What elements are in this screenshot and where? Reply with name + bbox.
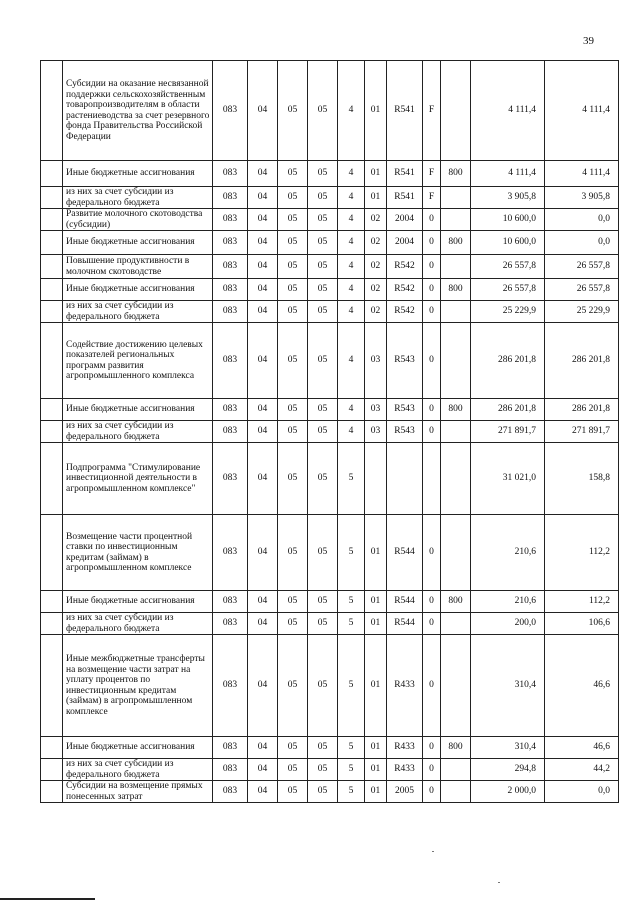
cell-c8: 0 xyxy=(423,591,441,613)
table-row xyxy=(41,421,619,443)
cell-c7: R544 xyxy=(387,515,423,591)
cell-c6 xyxy=(365,443,387,515)
row-name-cell: из них за счет субсидии из федерального бюджета xyxy=(63,613,213,635)
cell-c5: 4 xyxy=(338,161,365,187)
cell-c2: 04 xyxy=(248,635,278,737)
cell-c3: 05 xyxy=(278,421,308,443)
cell-c7: R543 xyxy=(387,421,423,443)
cell-c9 xyxy=(441,515,471,591)
cell-c1: 083 xyxy=(213,781,248,803)
scan-speck xyxy=(498,882,500,883)
row-name-cell: Содействие достижению целевых показателей региональных программ развития агропромышленного комплекса xyxy=(63,323,213,399)
cell-c5: 5 xyxy=(338,515,365,591)
cell-c6: 03 xyxy=(365,399,387,421)
cell-v2: 44,2 xyxy=(545,759,619,781)
cell-v2: 271 891,7 xyxy=(545,421,619,443)
cell-c4: 05 xyxy=(308,421,338,443)
cell-c8: 0 xyxy=(423,781,441,803)
cell-v2: 26 557,8 xyxy=(545,279,619,301)
cell-c4: 05 xyxy=(308,279,338,301)
cell-c2: 04 xyxy=(248,279,278,301)
cell-c6: 01 xyxy=(365,61,387,161)
table-row xyxy=(41,591,619,613)
blank-cell xyxy=(41,255,63,279)
table-row xyxy=(41,737,619,759)
cell-c2: 04 xyxy=(248,301,278,323)
cell-v1: 10 600,0 xyxy=(471,231,545,255)
cell-c7: R542 xyxy=(387,255,423,279)
cell-c7: 2004 xyxy=(387,209,423,231)
blank-cell xyxy=(41,591,63,613)
cell-c9 xyxy=(441,301,471,323)
cell-c5: 5 xyxy=(338,613,365,635)
cell-c6: 01 xyxy=(365,635,387,737)
cell-c6: 03 xyxy=(365,323,387,399)
cell-c4: 05 xyxy=(308,759,338,781)
cell-c7: R433 xyxy=(387,737,423,759)
cell-c6: 02 xyxy=(365,209,387,231)
cell-c5: 4 xyxy=(338,421,365,443)
cell-c3: 05 xyxy=(278,613,308,635)
row-name-cell: Иные бюджетные ассигнования xyxy=(63,231,213,255)
row-name-cell: из них за счет субсидии из федерального бюджета xyxy=(63,301,213,323)
row-name-cell: Субсидии на оказание несвязанной поддержки сельскохозяйственным товаропроизводителям в области растениеводства за счет резервного фонда Правительства Российской Федерации xyxy=(63,61,213,161)
table-row xyxy=(41,231,619,255)
cell-c3: 05 xyxy=(278,515,308,591)
cell-c9 xyxy=(441,421,471,443)
cell-c6: 02 xyxy=(365,279,387,301)
cell-v1: 4 111,4 xyxy=(471,161,545,187)
cell-c2: 04 xyxy=(248,613,278,635)
cell-c7: R543 xyxy=(387,399,423,421)
cell-c4: 05 xyxy=(308,515,338,591)
cell-c1: 083 xyxy=(213,209,248,231)
table-row xyxy=(41,635,619,737)
cell-v1: 310,4 xyxy=(471,737,545,759)
table-row xyxy=(41,443,619,515)
cell-c7: R542 xyxy=(387,279,423,301)
cell-c7 xyxy=(387,443,423,515)
cell-c4: 05 xyxy=(308,187,338,209)
cell-c3: 05 xyxy=(278,161,308,187)
cell-c1: 083 xyxy=(213,323,248,399)
cell-c9 xyxy=(441,209,471,231)
cell-c5: 5 xyxy=(338,635,365,737)
cell-c7: R544 xyxy=(387,613,423,635)
cell-c6: 01 xyxy=(365,613,387,635)
blank-cell xyxy=(41,515,63,591)
cell-c6: 02 xyxy=(365,255,387,279)
cell-v1: 26 557,8 xyxy=(471,255,545,279)
cell-c8: 0 xyxy=(423,515,441,591)
cell-c5: 4 xyxy=(338,279,365,301)
cell-c8: 0 xyxy=(423,255,441,279)
cell-c7: R433 xyxy=(387,635,423,737)
cell-c2: 04 xyxy=(248,187,278,209)
cell-c4: 05 xyxy=(308,231,338,255)
cell-c2: 04 xyxy=(248,737,278,759)
row-name-cell: Иные бюджетные ассигнования xyxy=(63,279,213,301)
blank-cell xyxy=(41,323,63,399)
cell-c4: 05 xyxy=(308,591,338,613)
cell-c4: 05 xyxy=(308,209,338,231)
cell-c8: F xyxy=(423,187,441,209)
cell-c9 xyxy=(441,323,471,399)
cell-c8: 0 xyxy=(423,737,441,759)
cell-v2: 25 229,9 xyxy=(545,301,619,323)
cell-c7: R541 xyxy=(387,187,423,209)
table-row xyxy=(41,613,619,635)
cell-c3: 05 xyxy=(278,399,308,421)
table-row xyxy=(41,279,619,301)
cell-c2: 04 xyxy=(248,443,278,515)
blank-cell xyxy=(41,421,63,443)
blank-cell xyxy=(41,781,63,803)
cell-c4: 05 xyxy=(308,613,338,635)
cell-c4: 05 xyxy=(308,635,338,737)
cell-c1: 083 xyxy=(213,737,248,759)
scan-speck xyxy=(432,851,434,852)
cell-v2: 46,6 xyxy=(545,635,619,737)
row-name-cell: из них за счет субсидии из федерального бюджета xyxy=(63,759,213,781)
cell-c7: 2005 xyxy=(387,781,423,803)
blank-cell xyxy=(41,613,63,635)
table-row xyxy=(41,61,619,161)
cell-v2: 286 201,8 xyxy=(545,399,619,421)
cell-c3: 05 xyxy=(278,61,308,161)
cell-v1: 31 021,0 xyxy=(471,443,545,515)
cell-c7: R544 xyxy=(387,591,423,613)
cell-c4: 05 xyxy=(308,737,338,759)
cell-c6: 01 xyxy=(365,781,387,803)
cell-c3: 05 xyxy=(278,759,308,781)
cell-v1: 10 600,0 xyxy=(471,209,545,231)
cell-c8: 0 xyxy=(423,613,441,635)
row-name-cell: из них за счет субсидии из федерального бюджета xyxy=(63,187,213,209)
cell-c5: 4 xyxy=(338,399,365,421)
cell-v1: 26 557,8 xyxy=(471,279,545,301)
table-row xyxy=(41,759,619,781)
cell-c8: 0 xyxy=(423,399,441,421)
cell-c5: 4 xyxy=(338,301,365,323)
cell-c8: 0 xyxy=(423,421,441,443)
cell-c8: 0 xyxy=(423,209,441,231)
cell-v2: 112,2 xyxy=(545,591,619,613)
cell-c6: 01 xyxy=(365,187,387,209)
cell-c5: 4 xyxy=(338,323,365,399)
row-name-cell: Иные бюджетные ассигнования xyxy=(63,399,213,421)
cell-c4: 05 xyxy=(308,443,338,515)
cell-c6: 02 xyxy=(365,231,387,255)
table-row xyxy=(41,209,619,231)
cell-c2: 04 xyxy=(248,781,278,803)
cell-c9 xyxy=(441,187,471,209)
cell-c1: 083 xyxy=(213,759,248,781)
cell-c5: 5 xyxy=(338,443,365,515)
cell-c3: 05 xyxy=(278,279,308,301)
cell-v2: 0,0 xyxy=(545,231,619,255)
cell-c6: 03 xyxy=(365,421,387,443)
cell-c4: 05 xyxy=(308,255,338,279)
cell-c5: 5 xyxy=(338,759,365,781)
cell-c1: 083 xyxy=(213,399,248,421)
row-name-cell: из них за счет субсидии из федерального бюджета xyxy=(63,421,213,443)
cell-c3: 05 xyxy=(278,255,308,279)
cell-c4: 05 xyxy=(308,301,338,323)
cell-c8: 0 xyxy=(423,635,441,737)
cell-c3: 05 xyxy=(278,443,308,515)
cell-c5: 4 xyxy=(338,187,365,209)
cell-c6: 01 xyxy=(365,515,387,591)
cell-c7: R433 xyxy=(387,759,423,781)
blank-cell xyxy=(41,443,63,515)
cell-c2: 04 xyxy=(248,231,278,255)
cell-c5: 5 xyxy=(338,781,365,803)
blank-cell xyxy=(41,187,63,209)
cell-c8: F xyxy=(423,61,441,161)
cell-c3: 05 xyxy=(278,635,308,737)
cell-c8: 0 xyxy=(423,279,441,301)
cell-c1: 083 xyxy=(213,255,248,279)
page-number: 39 xyxy=(583,35,594,47)
cell-v2: 158,8 xyxy=(545,443,619,515)
cell-c9 xyxy=(441,613,471,635)
cell-c3: 05 xyxy=(278,209,308,231)
cell-c2: 04 xyxy=(248,759,278,781)
cell-c5: 4 xyxy=(338,61,365,161)
cell-c2: 04 xyxy=(248,515,278,591)
budget-table-body xyxy=(41,61,619,803)
cell-v2: 0,0 xyxy=(545,209,619,231)
row-name-cell: Развитие молочного скотоводства (субсидии) xyxy=(63,209,213,231)
row-name-cell: Иные бюджетные ассигнования xyxy=(63,161,213,187)
cell-c6: 02 xyxy=(365,301,387,323)
cell-c3: 05 xyxy=(278,591,308,613)
cell-v1: 25 229,9 xyxy=(471,301,545,323)
blank-cell xyxy=(41,301,63,323)
blank-cell xyxy=(41,759,63,781)
cell-v2: 4 111,4 xyxy=(545,61,619,161)
cell-v1: 200,0 xyxy=(471,613,545,635)
cell-c8: 0 xyxy=(423,231,441,255)
cell-c1: 083 xyxy=(213,61,248,161)
cell-c1: 083 xyxy=(213,301,248,323)
cell-v2: 26 557,8 xyxy=(545,255,619,279)
cell-v1: 286 201,8 xyxy=(471,399,545,421)
cell-c1: 083 xyxy=(213,443,248,515)
cell-c3: 05 xyxy=(278,737,308,759)
cell-c8: F xyxy=(423,161,441,187)
table-row xyxy=(41,323,619,399)
cell-c9 xyxy=(441,255,471,279)
table-row xyxy=(41,187,619,209)
cell-c9 xyxy=(441,61,471,161)
row-name-cell: Субсидии на возмещение прямых понесенных затрат xyxy=(63,781,213,803)
cell-v1: 310,4 xyxy=(471,635,545,737)
cell-v2: 112,2 xyxy=(545,515,619,591)
row-name-cell: Иные бюджетные ассигнования xyxy=(63,737,213,759)
cell-c8 xyxy=(423,443,441,515)
cell-c7: R541 xyxy=(387,61,423,161)
cell-c8: 0 xyxy=(423,759,441,781)
blank-cell xyxy=(41,279,63,301)
cell-c7: R541 xyxy=(387,161,423,187)
cell-c4: 05 xyxy=(308,61,338,161)
table-row xyxy=(41,301,619,323)
cell-c6: 01 xyxy=(365,591,387,613)
cell-c9 xyxy=(441,443,471,515)
cell-v1: 2 000,0 xyxy=(471,781,545,803)
cell-c7: R543 xyxy=(387,323,423,399)
cell-c1: 083 xyxy=(213,231,248,255)
cell-c5: 5 xyxy=(338,591,365,613)
cell-c5: 4 xyxy=(338,209,365,231)
budget-table xyxy=(40,60,619,803)
cell-v2: 4 111,4 xyxy=(545,161,619,187)
cell-c3: 05 xyxy=(278,301,308,323)
cell-c5: 4 xyxy=(338,255,365,279)
cell-c4: 05 xyxy=(308,399,338,421)
blank-cell xyxy=(41,209,63,231)
cell-v1: 3 905,8 xyxy=(471,187,545,209)
cell-c2: 04 xyxy=(248,399,278,421)
cell-c2: 04 xyxy=(248,323,278,399)
cell-c2: 04 xyxy=(248,61,278,161)
blank-cell xyxy=(41,399,63,421)
cell-c5: 5 xyxy=(338,737,365,759)
table-row xyxy=(41,781,619,803)
row-name-cell: Иные бюджетные ассигнования xyxy=(63,591,213,613)
footer-rule xyxy=(0,898,95,900)
cell-c2: 04 xyxy=(248,255,278,279)
row-name-cell: Подпрограмма "Стимулирование инвестиционной деятельности в агропромышленном комплексе" xyxy=(63,443,213,515)
cell-c9: 800 xyxy=(441,399,471,421)
cell-v1: 4 111,4 xyxy=(471,61,545,161)
cell-c4: 05 xyxy=(308,781,338,803)
cell-c2: 04 xyxy=(248,209,278,231)
blank-cell xyxy=(41,161,63,187)
cell-v2: 0,0 xyxy=(545,781,619,803)
cell-c1: 083 xyxy=(213,187,248,209)
cell-v1: 210,6 xyxy=(471,591,545,613)
blank-cell xyxy=(41,737,63,759)
cell-v1: 286 201,8 xyxy=(471,323,545,399)
cell-c1: 083 xyxy=(213,591,248,613)
cell-c7: R542 xyxy=(387,301,423,323)
cell-c3: 05 xyxy=(278,231,308,255)
cell-c1: 083 xyxy=(213,515,248,591)
cell-v2: 286 201,8 xyxy=(545,323,619,399)
cell-c1: 083 xyxy=(213,279,248,301)
cell-c8: 0 xyxy=(423,323,441,399)
table-row xyxy=(41,255,619,279)
cell-c9: 800 xyxy=(441,737,471,759)
cell-c9: 800 xyxy=(441,279,471,301)
row-name-cell: Повышение продуктивности в молочном скотоводстве xyxy=(63,255,213,279)
cell-v2: 3 905,8 xyxy=(545,187,619,209)
cell-c2: 04 xyxy=(248,161,278,187)
cell-c9: 800 xyxy=(441,161,471,187)
cell-v1: 294,8 xyxy=(471,759,545,781)
cell-c9: 800 xyxy=(441,231,471,255)
cell-c9 xyxy=(441,781,471,803)
blank-cell xyxy=(41,61,63,161)
cell-c3: 05 xyxy=(278,323,308,399)
cell-c6: 01 xyxy=(365,737,387,759)
table-row xyxy=(41,515,619,591)
table-row xyxy=(41,399,619,421)
cell-c6: 01 xyxy=(365,759,387,781)
cell-c3: 05 xyxy=(278,781,308,803)
cell-c1: 083 xyxy=(213,613,248,635)
row-name-cell: Возмещение части процентной ставки по инвестиционным кредитам (займам) в агропромышленном комплексе xyxy=(63,515,213,591)
cell-c2: 04 xyxy=(248,591,278,613)
cell-c1: 083 xyxy=(213,635,248,737)
cell-c4: 05 xyxy=(308,323,338,399)
cell-c4: 05 xyxy=(308,161,338,187)
cell-c7: 2004 xyxy=(387,231,423,255)
row-name-cell: Иные межбюджетные трансферты на возмещение части затрат на уплату процентов по инвестиционным кредитам (займам) в агропромышленном комплексе xyxy=(63,635,213,737)
cell-c9: 800 xyxy=(441,591,471,613)
cell-c5: 4 xyxy=(338,231,365,255)
cell-c1: 083 xyxy=(213,421,248,443)
blank-cell xyxy=(41,635,63,737)
cell-v1: 271 891,7 xyxy=(471,421,545,443)
cell-c1: 083 xyxy=(213,161,248,187)
cell-c3: 05 xyxy=(278,187,308,209)
cell-c8: 0 xyxy=(423,301,441,323)
cell-v2: 46,6 xyxy=(545,737,619,759)
table-row xyxy=(41,161,619,187)
cell-v1: 210,6 xyxy=(471,515,545,591)
cell-c9 xyxy=(441,759,471,781)
blank-cell xyxy=(41,231,63,255)
cell-c9 xyxy=(441,635,471,737)
cell-c2: 04 xyxy=(248,421,278,443)
cell-c6: 01 xyxy=(365,161,387,187)
cell-v2: 106,6 xyxy=(545,613,619,635)
